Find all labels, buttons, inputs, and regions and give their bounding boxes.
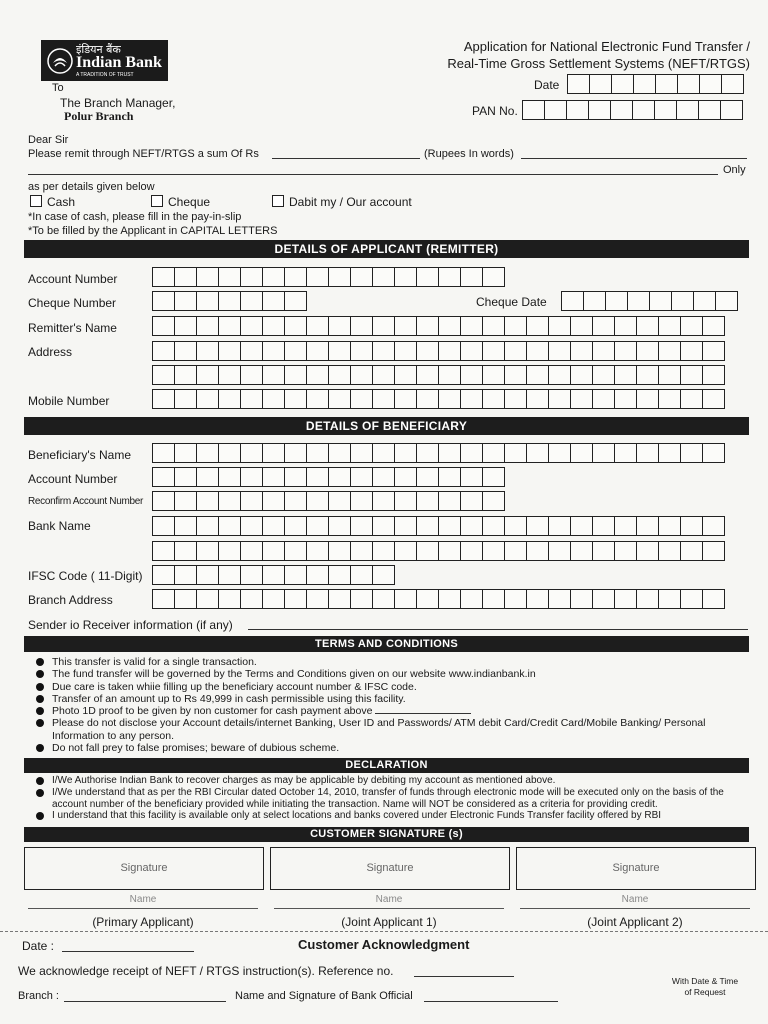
with-date-line-1: With Date & Time: [671, 976, 739, 986]
branch-address-label: Branch Address: [28, 593, 113, 607]
beneficiary-name-boxes[interactable]: [152, 443, 724, 463]
cheque-label: Cheque: [168, 195, 211, 209]
role-primary: (Primary Applicant): [92, 915, 194, 929]
beneficiary-account-label: Account Number: [28, 472, 118, 486]
amount-words-field[interactable]: [521, 158, 747, 159]
mobile-label: Mobile Number: [28, 394, 110, 408]
form-title: [447, 38, 750, 72]
ack-text: We acknowledge receipt of NEFT / RTGS instruction(s). Reference no.: [18, 964, 394, 978]
remitter-account-boxes[interactable]: [152, 267, 504, 287]
cheque-number-label: Cheque Number: [28, 296, 117, 310]
option-debit[interactable]: [272, 195, 412, 209]
official-field[interactable]: [424, 1001, 558, 1002]
signature-heading: CUSTOMER SIGNATURE (s): [24, 827, 749, 842]
rupees-words-label: (Rupees In words): [424, 148, 514, 160]
beneficiary-account-boxes[interactable]: [152, 467, 504, 487]
cheque-date-label: Cheque Date: [476, 295, 547, 309]
bank-emblem-icon: [46, 47, 74, 75]
cash-limit-field[interactable]: [375, 713, 471, 714]
applicant-heading: DETAILS OF APPLICANT (REMITTER): [24, 240, 749, 258]
declaration-item: I understand that this facility is available only at select locations and banks covered under Electronic Funds Transfer facility offered by RBI: [36, 810, 751, 822]
remitter-name-boxes[interactable]: [152, 316, 724, 336]
declaration-heading: DECLARATION: [24, 758, 749, 773]
declaration-list: [36, 775, 751, 822]
beneficiary-name-label: Beneficiary's Name: [28, 448, 131, 462]
cash-label: Cash: [47, 195, 76, 209]
ack-heading: Customer Acknowledgment: [298, 937, 470, 952]
name-label-primary: Name: [129, 894, 157, 905]
name-field-joint-1[interactable]: [274, 908, 504, 909]
branch-address-boxes[interactable]: [152, 589, 724, 609]
terms-list: [36, 656, 751, 754]
term-item: The fund transfer will be governed by the Terms and Conditions given on our website www.indianbank.in: [36, 668, 751, 680]
title-line-2: Real-Time Gross Settlement Systems (NEFT/RTGS): [447, 56, 750, 71]
date-boxes[interactable]: [567, 74, 743, 94]
signature-box-joint-1[interactable]: Signature: [270, 847, 510, 890]
term-item-text: Photo 1D proof to be given by non customer for cash payment above: [52, 705, 373, 718]
term-item: Due care is taken whiie filling up the beneficiary account number & IFSC code.: [36, 681, 751, 693]
account-number-label: Account Number: [28, 272, 118, 286]
bank-name-boxes-2[interactable]: [152, 541, 724, 561]
mobile-boxes[interactable]: [152, 389, 724, 409]
date-label: Date: [534, 78, 560, 92]
cut-line: [0, 931, 768, 932]
ifsc-label: IFSC Code ( 11-Digit): [28, 569, 143, 583]
ack-date-field[interactable]: [62, 951, 194, 952]
name-label-joint-1: Name: [375, 894, 403, 905]
declaration-item: I/We Authorise Indian Bank to recover charges as may be applicable by debiting my account as mentioned above.: [36, 775, 751, 787]
per-details: as per details given below: [28, 181, 155, 193]
bank-name-label: Bank Name: [28, 519, 91, 533]
remit-text: Please remit through NEFT/RTGS a sum Of Rs: [28, 148, 259, 160]
term-item: [36, 705, 751, 717]
signature-box-joint-2[interactable]: Signature: [516, 847, 756, 890]
ifsc-boxes[interactable]: [152, 565, 394, 585]
declaration-item: I/We understand that as per the RBI Circular dated October 14, 2010, transfer of funds through electronic mode will be executed only on the basis of the account number of the beneficiary provided while initiating the transaction. Name will NOT be considered as a criteria for providing credit.: [36, 787, 751, 811]
address-boxes-1[interactable]: [152, 341, 724, 361]
note-cash: *In case of cash, please fill in the pay-in-slip: [28, 211, 242, 223]
reference-field[interactable]: [414, 976, 514, 977]
ack-branch-label: Branch :: [18, 990, 59, 1002]
sender-info-label: Sender io Receiver information (if any): [28, 618, 233, 632]
bank-name-boxes-1[interactable]: [152, 516, 724, 536]
bank-name-hindi: इंडियन बैंक: [76, 42, 121, 56]
amount-field[interactable]: [272, 158, 420, 159]
cash-checkbox[interactable]: [30, 195, 42, 207]
ack-branch-field[interactable]: [64, 1001, 226, 1002]
to-label: To: [52, 82, 64, 94]
address-boxes-2[interactable]: [152, 365, 724, 385]
pan-boxes[interactable]: [522, 100, 742, 120]
remitter-name-label: Remitter's Name: [28, 321, 117, 335]
title-line-1: Application for National Electronic Fund Transfer /: [463, 39, 750, 54]
cheque-checkbox[interactable]: [151, 195, 163, 207]
sender-info-field[interactable]: [248, 629, 748, 630]
role-joint-2: (Joint Applicant 2): [587, 915, 683, 929]
reconfirm-account-label: Reconfirm Account Number: [28, 496, 144, 507]
official-label: Name and Signature of Bank Official: [235, 990, 413, 1002]
option-cheque[interactable]: [151, 195, 210, 209]
terms-heading: TERMS AND CONDITIONS: [24, 636, 749, 652]
beneficiary-heading: DETAILS OF BENEFICIARY: [24, 417, 749, 435]
salutation: Dear Sir: [28, 134, 69, 146]
branch-name: Polur Branch: [64, 109, 134, 123]
with-date-line-2: of Request: [684, 987, 726, 997]
addressee: The Branch Manager,: [60, 96, 176, 110]
name-field-joint-2[interactable]: [520, 908, 750, 909]
term-item: Do not fall prey to false promises; beware of dubious scheme.: [36, 742, 751, 754]
term-item: Please do not disclose your Account details/internet Banking, User ID and Passwords/ ATM debit Card/Credit Card/Mobile Banking/ Personal Information to any person.: [36, 717, 751, 742]
term-item: This transfer is valid for a single transaction.: [36, 656, 751, 668]
name-label-joint-2: Name: [621, 894, 649, 905]
pan-label: PAN No.: [472, 104, 518, 118]
role-joint-1: (Joint Applicant 1): [341, 915, 437, 929]
amount-words-field-2[interactable]: [28, 174, 718, 175]
with-date-note: [660, 976, 750, 998]
name-field-primary[interactable]: [28, 908, 258, 909]
cheque-number-boxes[interactable]: [152, 291, 306, 311]
indian-bank-logo: [41, 40, 168, 81]
address-label: Address: [28, 345, 73, 359]
debit-checkbox[interactable]: [272, 195, 284, 207]
term-item: Transfer of an amount up to Rs 49,999 in cash permissible using this facility.: [36, 693, 751, 705]
bank-tagline: A TRADITION OF TRUST: [76, 71, 134, 78]
option-cash[interactable]: [30, 195, 75, 209]
ack-date-label: Date :: [22, 939, 55, 953]
only-label: Only: [723, 164, 746, 176]
bank-name: Indian Bank: [76, 53, 162, 71]
debit-label: Dabit my / Our account: [289, 195, 412, 209]
signature-box-primary[interactable]: Signature: [24, 847, 264, 890]
note-capitals: *To be filled by the Applicant in CAPITAL LETTERS: [28, 225, 278, 237]
reconfirm-account-boxes[interactable]: [152, 491, 504, 511]
cheque-date-boxes[interactable]: [561, 291, 737, 311]
